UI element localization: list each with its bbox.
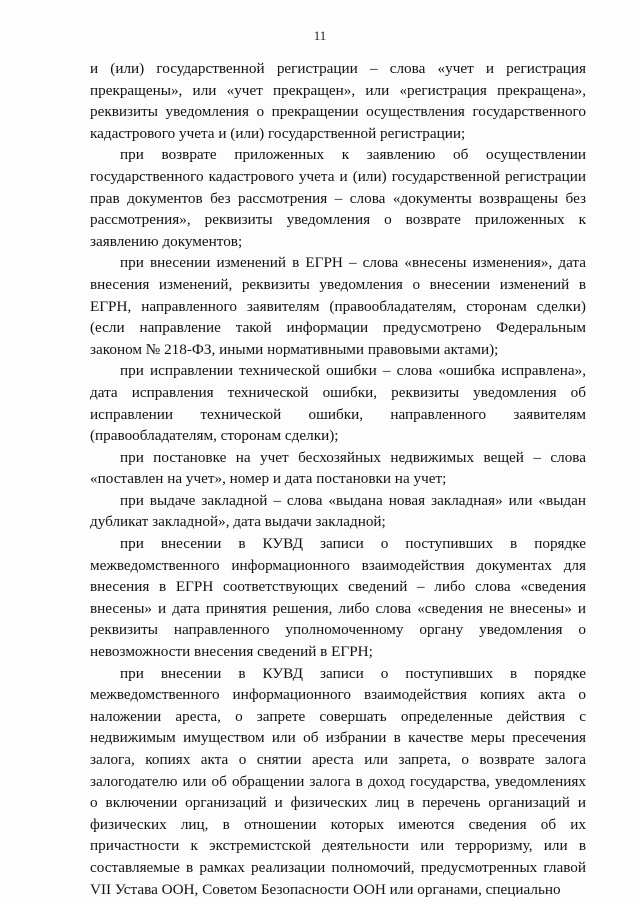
paragraph-2: при возврате приложенных к заявлению об осуществлении государственного кадастрового учета и (или) государственной регистрации прав документов без рассмотрения – слова «документы возвращены без рассмотрения», реквизиты уведомления о возврате приложенных к заявлению документов; bbox=[90, 146, 586, 250]
paragraph-5: при постановке на учет бесхозяйных недвижимых вещей – слова «поставлен на учет», номер и дата постановки на учет; bbox=[90, 448, 586, 488]
paragraph-8: при внесении в КУВД записи о поступивших в порядке межведомственного информационного взаимодействия копиях акта о наложении ареста, о запрете совершать определенные действия с недвижимым имуществом или об избрании в качестве меры пресечения залога, копиях акта о снятии ареста или запрета, о возврате залога залогодателю или об обращении залога в доход государства, уведомлениях о включении организаций и физических лиц в перечень организаций и физических лиц, в отношении которых имеются сведения об их причастности к экстремистской деятельности или терроризму, или в составляемые в рамках реализации полномочий, предусмотренных главой VII Устава ООН, Советом Безопасности ООН или органами, специально bbox=[90, 664, 586, 898]
paragraph-3: при внесении изменений в ЕГРН – слова «внесены изменения», дата внесения изменений, реквизиты уведомления о внесении изменений в ЕГРН, направленного заявителям (правообладателям, сторонам сделки) (если направление такой информации предусмотрено Федеральным законом № 218-ФЗ, иными нормативными правовыми актами); bbox=[90, 254, 586, 358]
paragraph-1: и (или) государственной регистрации – слова «учет и регистрация прекращены», или «учет прекращен», или «регистрация прекращена», реквизиты уведомления о прекращении осуществления государственного кадастрового учета и (или) государственной регистрации; bbox=[90, 60, 586, 142]
paragraph-4: при исправлении технической ошибки – слова «ошибка исправлена», дата исправления технической ошибки, реквизиты уведомления об исправлении технической ошибки, направленного заявителям (правообладателям, сторонам сделки); bbox=[90, 362, 586, 445]
document-body bbox=[90, 58, 586, 900]
paragraph-6: при выдаче закладной – слова «выдана новая закладная» или «выдан дубликат закладной», дата выдачи закладной; bbox=[90, 491, 586, 531]
paragraph-7: при внесении в КУВД записи о поступивших в порядке межведомственного информационного взаимодействия документах для внесения в ЕГРН соответствующих сведений – либо слова «сведения внесены» и дата принятия решения, либо слова «сведения не внесены» и реквизиты направленного уполномоченному органу уведомления о невозможности внесения сведений в ЕГРН; bbox=[90, 535, 586, 661]
page-number: 11 bbox=[313, 28, 327, 43]
